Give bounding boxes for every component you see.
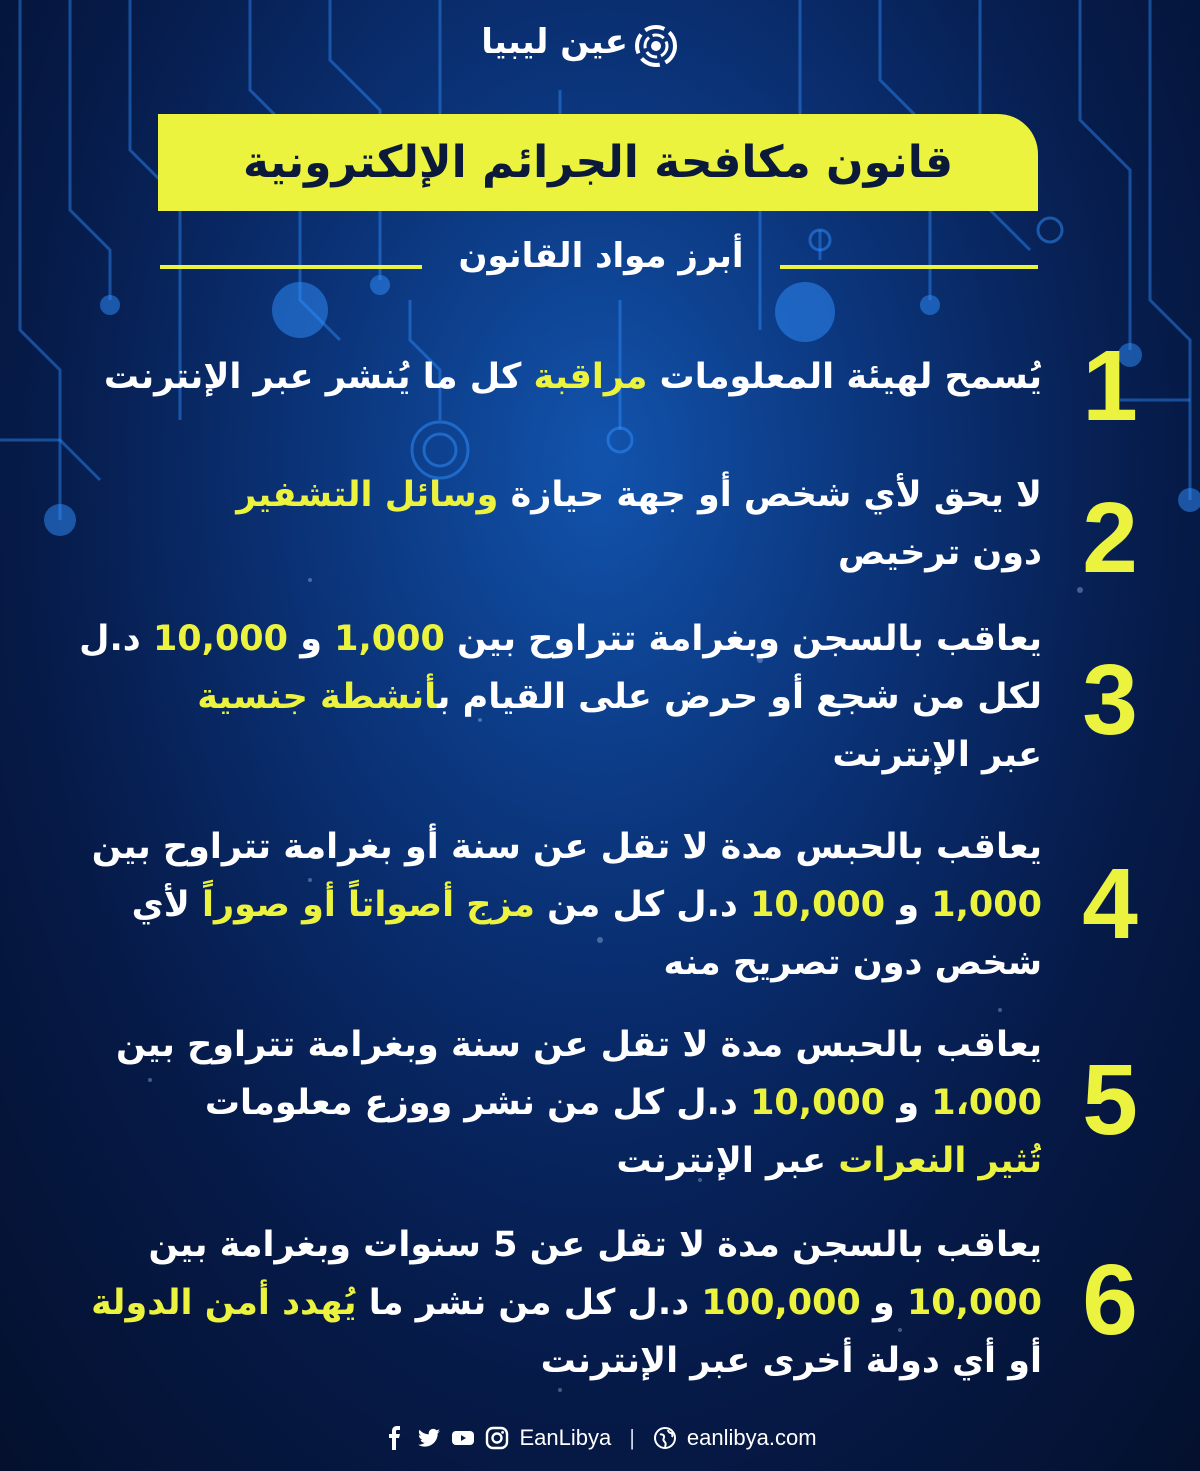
article-line: [42, 818, 1042, 876]
article-text-segment: أو أي دولة أخرى عبر الإنترنت: [540, 1341, 1042, 1381]
article-item-6: [40, 1216, 1160, 1396]
article-text-segment: و: [860, 1283, 907, 1323]
footer: [0, 1418, 1200, 1458]
article-line: [42, 610, 1042, 668]
article-text-segment: دون ترخيص: [838, 533, 1042, 573]
article-text-segment: كل ما يُنشر عبر الإنترنت: [103, 357, 534, 397]
footer-separator: |: [629, 1425, 635, 1450]
social-handle[interactable]: EanLibya: [519, 1425, 612, 1450]
highlighted-text: أنشطة جنسية: [197, 677, 438, 717]
highlighted-text: 1,000: [334, 619, 445, 659]
article-number: 6: [1082, 1244, 1138, 1356]
article-line: [42, 1274, 1042, 1332]
subtitle-divider-right: [780, 265, 1038, 269]
page-title: قانون مكافحة الجرائم الإلكترونية: [242, 137, 954, 188]
highlighted-text: 10,000: [152, 619, 289, 659]
highlighted-text: مراقبة: [533, 357, 648, 397]
article-line: [42, 1016, 1042, 1074]
highlighted-text: تُثير النعرات: [838, 1141, 1042, 1181]
highlighted-text: 1,000: [931, 885, 1042, 925]
article-text-segment: شخص دون تصريح منه: [663, 943, 1042, 983]
highlighted-text: مزج أصواتاً أو صوراً: [202, 885, 535, 925]
globe-icon: [653, 1426, 677, 1450]
subtitle: أبرز مواد القانون: [458, 236, 744, 276]
article-number: 1: [1082, 330, 1138, 442]
article-text-segment: و: [885, 885, 932, 925]
highlighted-text: 100,000: [701, 1283, 861, 1323]
article-text: [42, 348, 1042, 406]
twitter-icon[interactable]: [417, 1426, 441, 1450]
article-item-5: [40, 1016, 1160, 1196]
website-link[interactable]: eanlibya.com: [686, 1425, 817, 1450]
instagram-icon[interactable]: [485, 1426, 509, 1450]
article-text-segment: و: [288, 619, 335, 659]
highlighted-text: 10,000: [750, 885, 886, 925]
article-text-segment: يُسمح لهيئة المعلومات: [647, 357, 1042, 397]
article-line: [42, 524, 1042, 582]
article-text-segment: يعاقب بالسجن وبغرامة تتراوح بين: [444, 619, 1042, 659]
article-text-segment: يعاقب بالحبس مدة لا تقل عن سنة أو بغرامة تتراوح بين: [91, 827, 1042, 867]
youtube-icon[interactable]: [451, 1426, 475, 1450]
article-text: [42, 818, 1042, 992]
eye-swirl-icon: [634, 24, 678, 68]
title-banner: [158, 114, 1038, 211]
article-text-segment: د.ل كل من نشر ما: [356, 1283, 702, 1323]
brand-logo: [481, 20, 690, 70]
highlighted-text: وسائل التشفير: [236, 475, 499, 515]
article-line: [42, 668, 1042, 726]
article-line: [42, 466, 1042, 524]
article-text: [42, 1216, 1042, 1390]
subtitle-divider-left: [160, 265, 422, 269]
article-text-segment: د.ل كل من نشر ووزع معلومات: [204, 1083, 751, 1123]
article-text-segment: عبر الإنترنت: [832, 735, 1042, 775]
article-line: [42, 726, 1042, 784]
article-text-segment: د.ل: [79, 619, 153, 659]
article-text-segment: و: [885, 1083, 932, 1123]
article-number: 2: [1082, 482, 1138, 594]
article-line: [42, 934, 1042, 992]
subtitle-row: [160, 232, 1038, 292]
article-text: [42, 1016, 1042, 1190]
article-text: [42, 466, 1042, 582]
article-line: [42, 1074, 1042, 1132]
facebook-icon[interactable]: [383, 1426, 407, 1450]
article-number: 4: [1082, 848, 1138, 960]
article-text-segment: يعاقب بالسجن مدة لا تقل عن 5 سنوات وبغرامة بين: [148, 1225, 1042, 1265]
article-line: [42, 876, 1042, 934]
article-text: [42, 610, 1042, 784]
article-number: 3: [1082, 644, 1138, 756]
brand-name: عين ليبيا: [481, 22, 628, 62]
article-text-segment: لأي: [131, 885, 202, 925]
article-line: [42, 348, 1042, 406]
article-text-segment: لكل من شجع أو حرض على القيام ب: [437, 677, 1042, 717]
article-line: [42, 1216, 1042, 1274]
highlighted-text: يُهدد أمن الدولة: [91, 1283, 357, 1323]
article-item-1: [40, 330, 1160, 442]
article-item-3: [40, 610, 1160, 790]
article-line: [42, 1332, 1042, 1390]
article-item-4: [40, 818, 1160, 998]
article-text-segment: لا يحق لأي شخص أو جهة حيازة: [498, 475, 1042, 515]
highlighted-text: 10,000: [750, 1083, 886, 1123]
highlighted-text: 10,000: [906, 1283, 1042, 1323]
article-text-segment: عبر الإنترنت: [616, 1141, 839, 1181]
article-item-2: [40, 466, 1160, 594]
highlighted-text: 1،000: [931, 1083, 1042, 1123]
article-number: 5: [1082, 1044, 1138, 1156]
article-text-segment: د.ل كل من: [534, 885, 751, 925]
article-text-segment: يعاقب بالحبس مدة لا تقل عن سنة وبغرامة تتراوح بين: [115, 1025, 1042, 1065]
article-line: [42, 1132, 1042, 1190]
